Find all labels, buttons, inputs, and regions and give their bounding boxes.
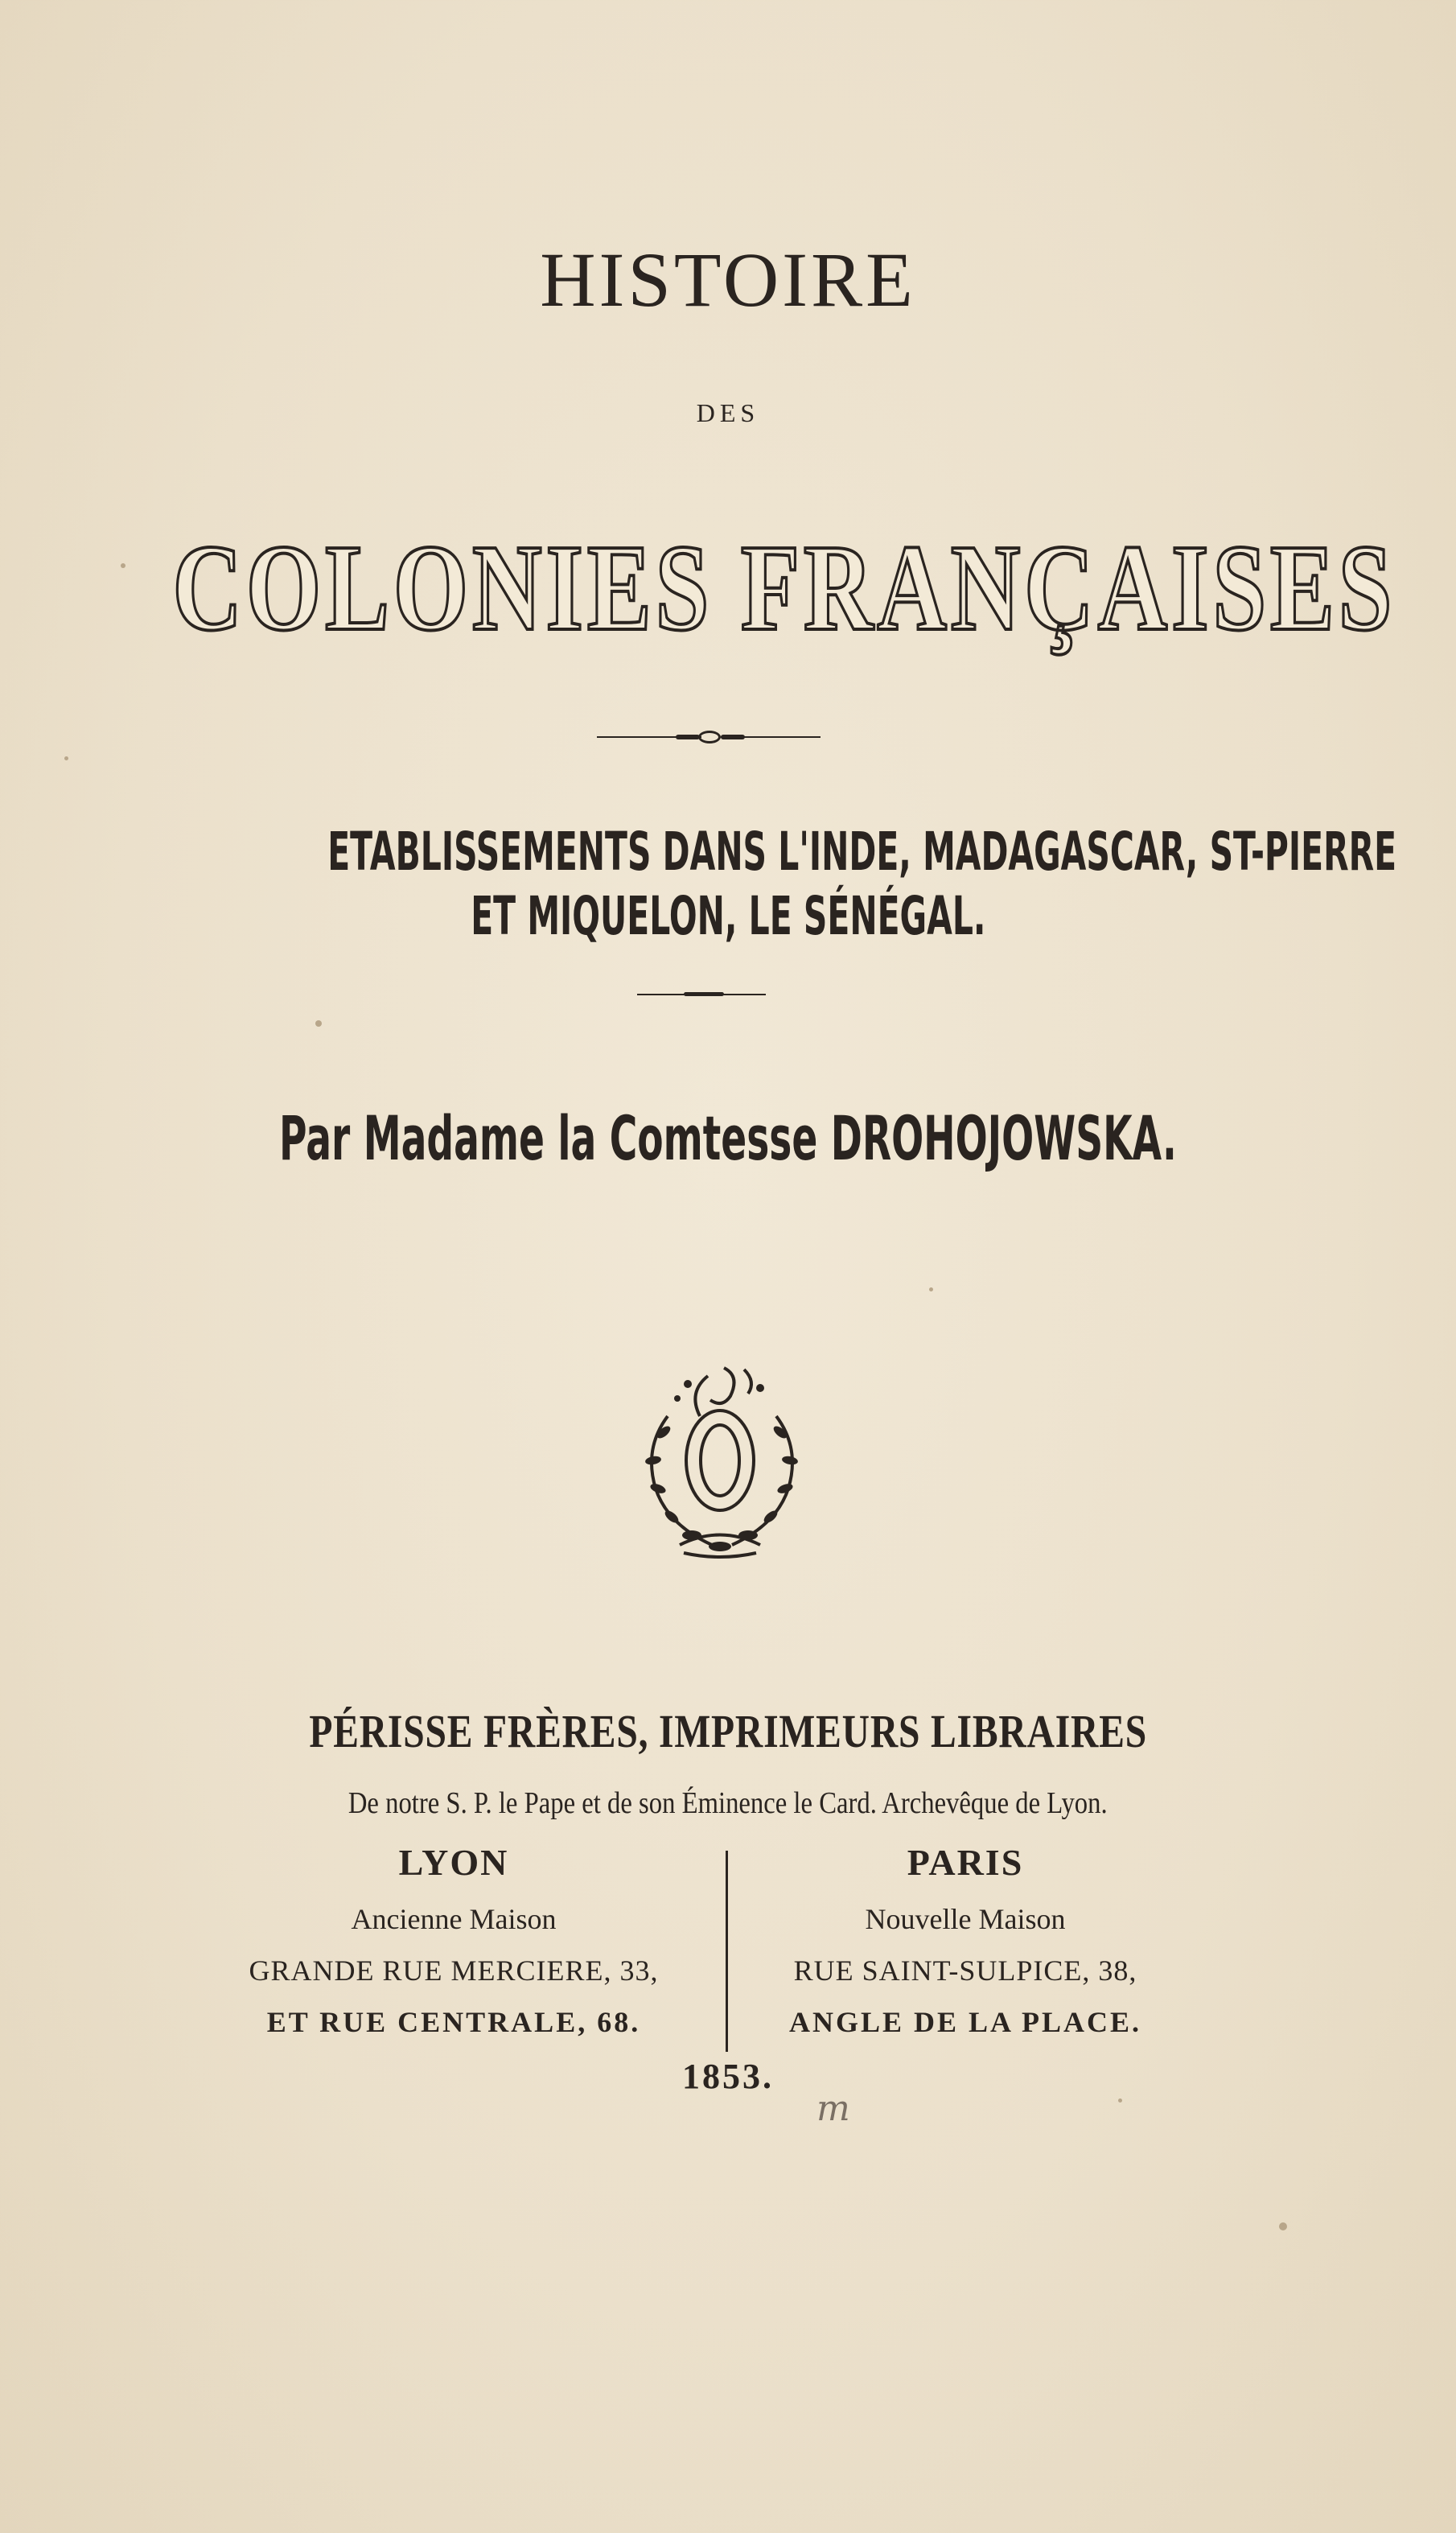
lyon-line-2: GRANDE RUE MERCIERE, 33, <box>249 1954 659 1987</box>
paper-speck <box>929 1287 933 1291</box>
subtitle-line-2 <box>0 885 1456 947</box>
paper-speck <box>1118 2098 1122 2103</box>
publisher-privilege-text: De notre S. P. le Pape et de son Éminence le Card. Archevêque de Lyon. <box>348 1786 1108 1820</box>
address-lyon <box>172 1841 735 2048</box>
subtitle-line-1 <box>0 821 1456 883</box>
publication-year: 1853. <box>682 2057 774 2096</box>
main-title <box>0 515 1456 660</box>
title-histoire: HISTOIRE <box>540 237 916 323</box>
author-line <box>0 1102 1456 1174</box>
publisher-name <box>0 1703 1456 1758</box>
wreath-monogram-icon <box>587 1320 845 1561</box>
paper-speck <box>1279 2222 1287 2230</box>
subtitle-line-2-text: ET MIQUELON, LE SÉNÉGAL. <box>470 885 986 947</box>
pencil-mark: m <box>816 2088 850 2129</box>
main-title-text: COLONIES FRANÇAISES <box>172 520 1396 657</box>
title-des: DES <box>696 398 760 427</box>
lyon-line-3: ET RUE CENTRALE, 68. <box>266 2006 641 2038</box>
publisher-name-text: PÉRISSE FRÈRES, IMPRIMEURS LIBRAIRES <box>309 1705 1147 1757</box>
publisher-privilege <box>0 1785 1456 1821</box>
paper-speck <box>315 1020 322 1027</box>
city-paris: PARIS <box>907 1842 1024 1883</box>
subtitle-line-1-text: ETABLISSEMENTS DANS L'INDE, MADAGASCAR, ST-PIERRE <box>327 821 1397 883</box>
paris-line-1: Nouvelle Maison <box>865 1903 1066 1935</box>
lyon-line-1: Ancienne Maison <box>351 1903 557 1935</box>
address-paris <box>684 1841 1247 2048</box>
paper-speck <box>121 563 125 568</box>
author-text: Par Madame la Comtesse DROHOJOWSKA. <box>279 1102 1177 1174</box>
paper-speck <box>64 756 68 760</box>
paris-line-3: ANGLE DE LA PLACE. <box>788 2006 1142 2038</box>
city-lyon: LYON <box>398 1842 509 1883</box>
paris-line-2: RUE SAINT-SULPICE, 38, <box>793 1954 1137 1987</box>
